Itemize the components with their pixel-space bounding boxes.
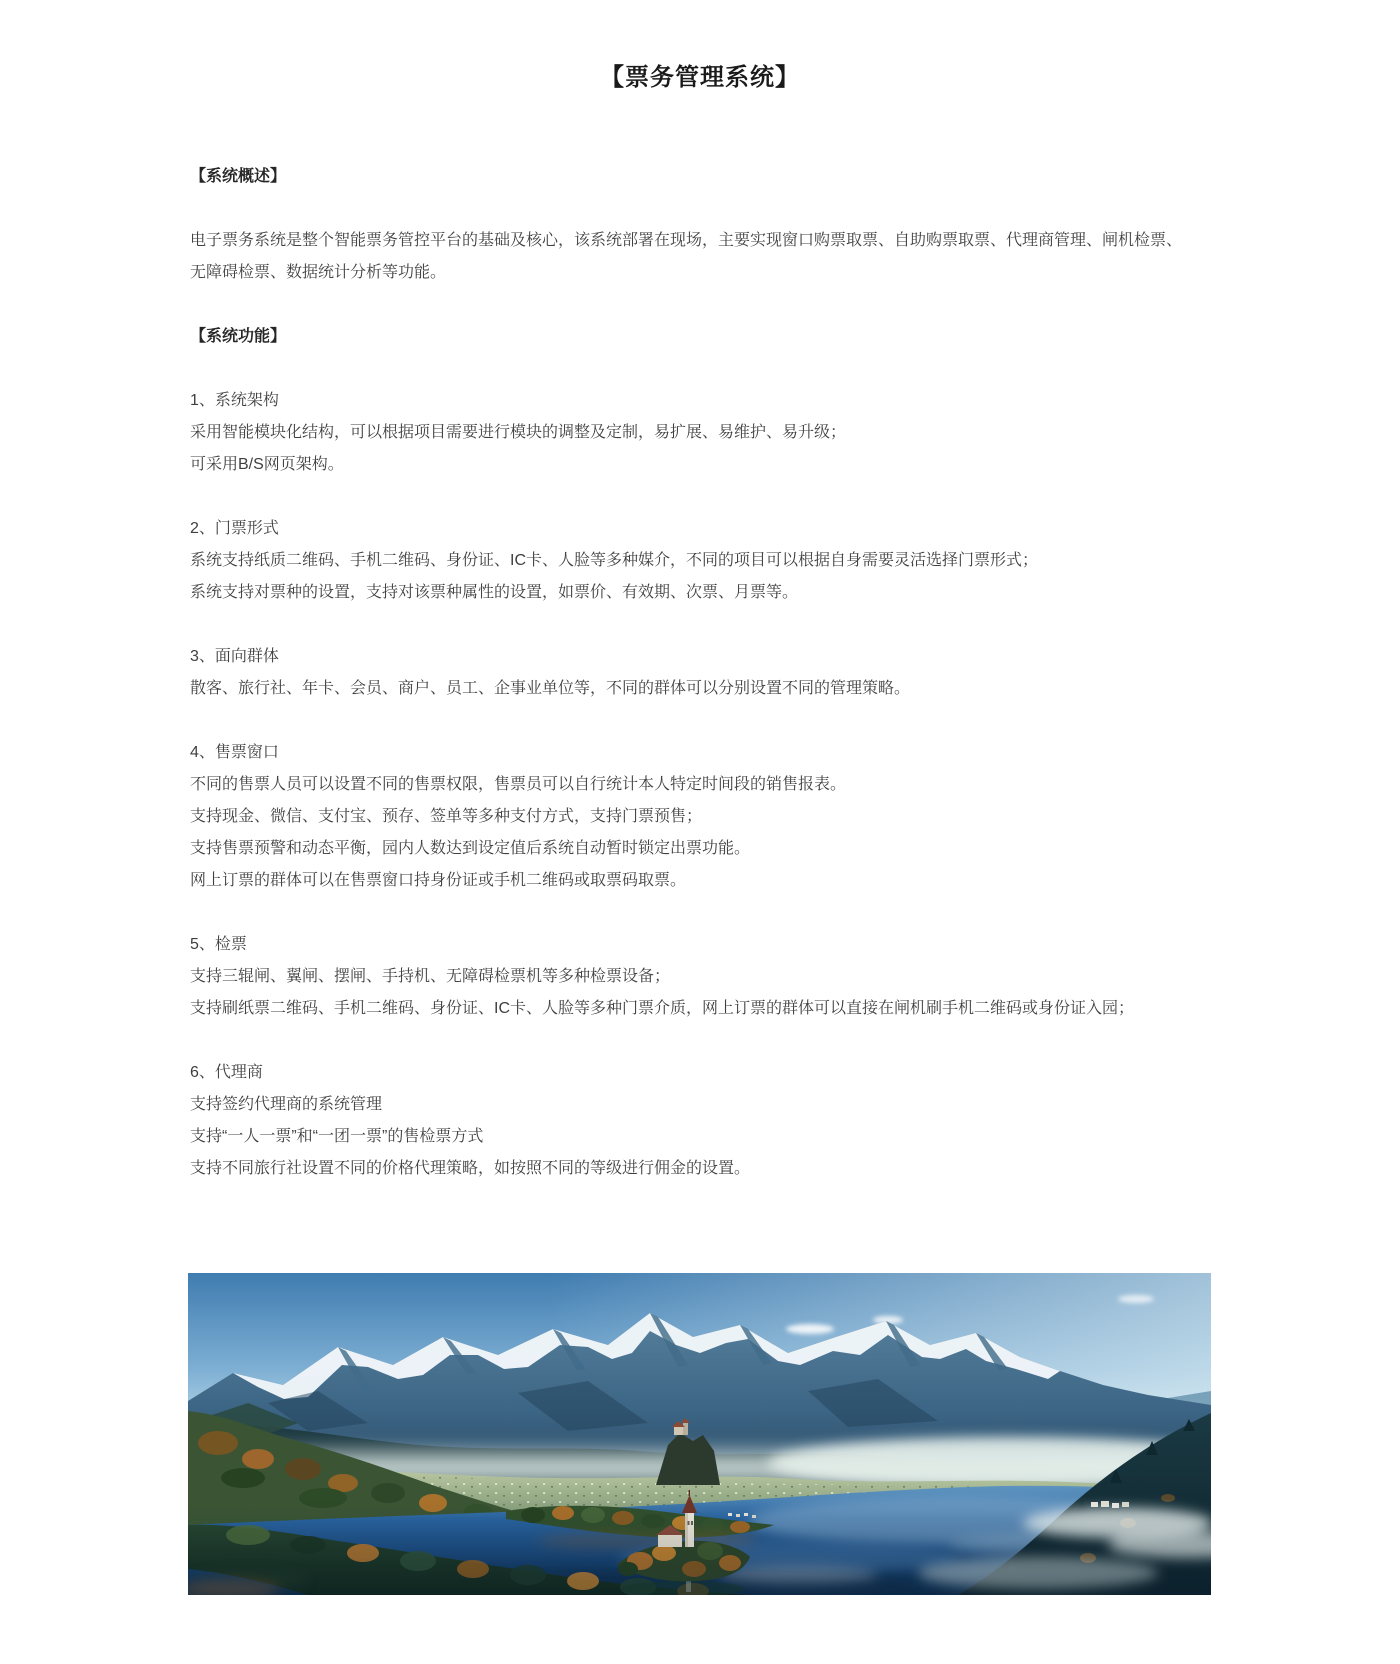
photo-vignette: [188, 1273, 1211, 1595]
feature-line: 支持刷纸票二维码、手机二维码、身份证、IC卡、人脸等多种门票介质，网上订票的群体可以直接在闸机刷手机二维码或身份证入园；: [190, 1000, 1135, 1017]
feature-line: 网上订票的群体可以在售票窗口持身份证或手机二维码或取票码取票。: [190, 872, 687, 889]
section-heading-features: 【系统功能】: [190, 328, 287, 345]
feature-group-ticket-forms: [190, 513, 1220, 609]
feature-line: 支持不同旅行社设置不同的价格代理策略，如按照不同的等级进行佣金的设置。: [190, 1160, 751, 1177]
feature-group-title: 5、检票: [190, 936, 247, 953]
lake-bled-panorama-illustration: [188, 1273, 1211, 1595]
feature-group-ticket-check: [190, 929, 1220, 1025]
feature-line: 支持签约代理商的系统管理: [190, 1096, 383, 1113]
feature-line: 支持三辊闸、翼闸、摆闸、手持机、无障碍检票机等多种检票设备；: [190, 968, 671, 985]
landscape-photo: [188, 1273, 1211, 1595]
feature-group-architecture: [190, 385, 1220, 481]
feature-group-audiences: [190, 641, 1220, 705]
feature-line: 支持现金、微信、支付宝、预存、签单等多种支付方式，支持门票预售；: [190, 808, 703, 825]
overview-line: 无障碍检票、数据统计分析等功能。: [190, 264, 447, 281]
feature-group-ticket-window: [190, 737, 1220, 897]
feature-group-title: 2、门票形式: [190, 520, 279, 537]
document-body: [190, 161, 1220, 1185]
feature-group-agents: [190, 1057, 1220, 1185]
overview-line: 电子票务系统是整个智能票务管控平台的基础及核心，该系统部署在现场，主要实现窗口购票取票、自助购票取票、代理商管理、闸机检票、: [190, 232, 1183, 249]
feature-line: 可采用B/S网页架构。: [190, 456, 344, 473]
feature-line: 散客、旅行社、年卡、会员、商户、员工、企事业单位等，不同的群体可以分别设置不同的管理策略。: [190, 680, 911, 697]
section-heading-overview: 【系统概述】: [190, 168, 287, 185]
overview-paragraph: [190, 225, 1220, 289]
feature-line: 不同的售票人员可以设置不同的售票权限，售票员可以自行统计本人特定时间段的销售报表。: [190, 776, 847, 793]
feature-line: 支持“一人一票”和“一团一票”的售检票方式: [190, 1128, 484, 1145]
feature-group-title: 4、售票窗口: [190, 744, 279, 761]
feature-line: 采用智能模块化结构，可以根据项目需要进行模块的调整及定制，易扩展、易维护、易升级；: [190, 424, 847, 441]
feature-group-title: 3、面向群体: [190, 648, 279, 665]
feature-line: 支持售票预警和动态平衡，园内人数达到设定值后系统自动暂时锁定出票功能。: [190, 840, 751, 857]
page-title: 【票务管理系统】: [600, 64, 800, 91]
feature-line: 系统支持纸质二维码、手机二维码、身份证、IC卡、人脸等多种媒介，不同的项目可以根据自身需要灵活选择门票形式；: [190, 552, 1039, 569]
feature-line: 系统支持对票种的设置，支持对该票种属性的设置，如票价、有效期、次票、月票等。: [190, 584, 799, 601]
feature-group-title: 1、系统架构: [190, 392, 279, 409]
feature-group-title: 6、代理商: [190, 1064, 263, 1081]
